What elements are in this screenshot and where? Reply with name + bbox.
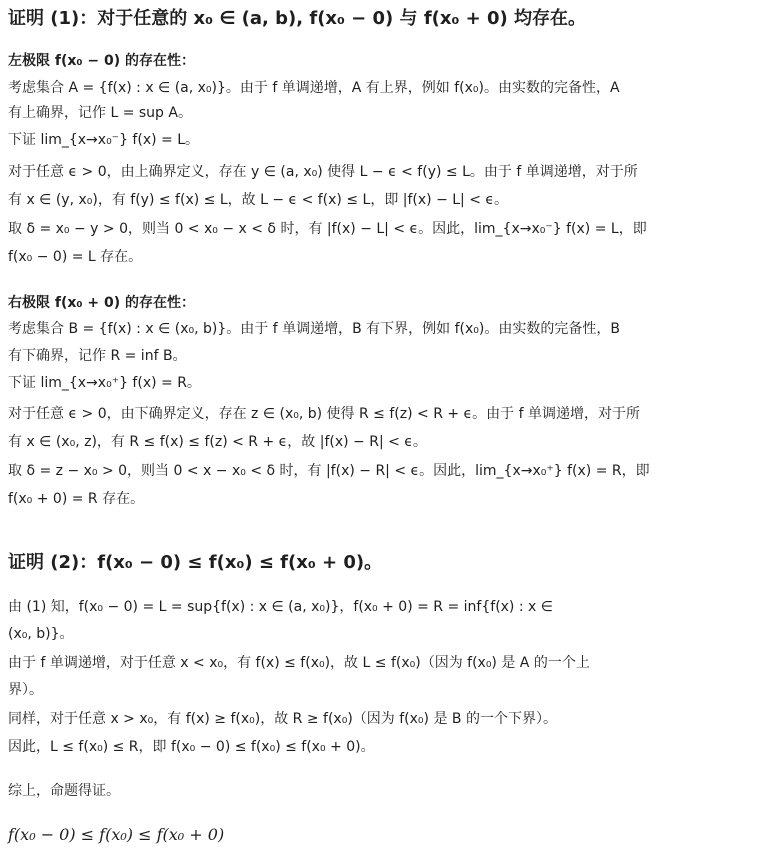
proof2-line-5: 同样，对于任意 x > x₀，有 f(x) ≥ f(x₀)，故 R ≥ f(x₀)（因为 f(x₀) 是 B 的一个下界）。 — [8, 711, 557, 727]
proof-1-title: 证明 (1)：对于任意的 x₀ ∈ (a, b), f(x₀ − 0) 与 f(x₀ + 0) 均存在。 — [8, 8, 587, 29]
right-line-3: 下证 lim_{x→x₀⁺} f(x) = R。 — [8, 375, 201, 391]
left-line-6: 取 δ = x₀ − y > 0，则当 0 < x₀ − x < δ 时，有 |f(x) − L| < ϵ。因此，lim_{x→x₀⁻} f(x) = L，即 — [8, 221, 647, 237]
proof-2-title: 证明 (2)：f(x₀ − 0) ≤ f(x₀) ≤ f(x₀ + 0)。 — [8, 552, 383, 573]
right-line-6: 取 δ = z − x₀ > 0，则当 0 < x − x₀ < δ 时，有 |f(x) − R| < ϵ。因此，lim_{x→x₀⁺} f(x) = R，即 — [8, 463, 650, 479]
left-line-3: 下证 lim_{x→x₀⁻} f(x) = L。 — [8, 132, 200, 148]
left-line-2: 有上确界，记作 L = sup A。 — [8, 105, 192, 121]
right-line-4: 对于任意 ϵ > 0，由下确界定义，存在 z ∈ (x₀, b) 使得 R ≤ f(z) < R + ϵ。由于 f 单调递增，对于所 — [8, 406, 640, 422]
left-line-1: 考虑集合 A = {f(x) : x ∈ (a, x₀)}。由于 f 单调递增，A 有上界，例如 f(x₀)。由实数的完备性，A — [8, 80, 620, 96]
proof2-line-1: 由 (1) 知，f(x₀ − 0) = L = sup{f(x) : x ∈ (a, x₀)}，f(x₀ + 0) = R = inf{f(x) : x ∈ — [8, 599, 553, 615]
left-limit-heading: 左极限 f(x₀ − 0) 的存在性： — [8, 53, 196, 69]
proof2-line-2: (x₀, b)}。 — [8, 626, 74, 642]
right-line-7: f(x₀ + 0) = R 存在。 — [8, 491, 145, 507]
proof2-line-6: 因此，L ≤ f(x₀) ≤ R，即 f(x₀ − 0) ≤ f(x₀) ≤ f(x₀ + 0)。 — [8, 739, 375, 755]
right-line-2: 有下确界，记作 R = inf B。 — [8, 348, 187, 364]
final-formula: f(x₀ − 0) ≤ f(x₀) ≤ f(x₀ + 0) — [8, 825, 225, 844]
right-line-5: 有 x ∈ (x₀, z)，有 R ≤ f(x) ≤ f(z) < R + ϵ，故 |f(x) − R| < ϵ。 — [8, 434, 427, 450]
left-line-7: f(x₀ − 0) = L 存在。 — [8, 249, 143, 265]
proof2-line-3: 由于 f 单调递增，对于任意 x < x₀，有 f(x) ≤ f(x₀)，故 L ≤ f(x₀)（因为 f(x₀) 是 A 的一个上 — [8, 655, 590, 671]
conclusion: 综上，命题得证。 — [8, 783, 120, 799]
left-line-4: 对于任意 ϵ > 0，由上确界定义，存在 y ∈ (a, x₀) 使得 L − ϵ < f(y) ≤ L。由于 f 单调递增，对于所 — [8, 164, 638, 180]
proof2-line-4: 界）。 — [8, 682, 43, 698]
right-line-1: 考虑集合 B = {f(x) : x ∈ (x₀, b)}。由于 f 单调递增，B 有下界，例如 f(x₀)。由实数的完备性，B — [8, 321, 620, 337]
left-line-5: 有 x ∈ (y, x₀)，有 f(y) ≤ f(x) ≤ L，故 L − ϵ < f(x) ≤ L，即 |f(x) − L| < ϵ。 — [8, 192, 509, 208]
right-limit-heading: 右极限 f(x₀ + 0) 的存在性： — [8, 295, 196, 311]
